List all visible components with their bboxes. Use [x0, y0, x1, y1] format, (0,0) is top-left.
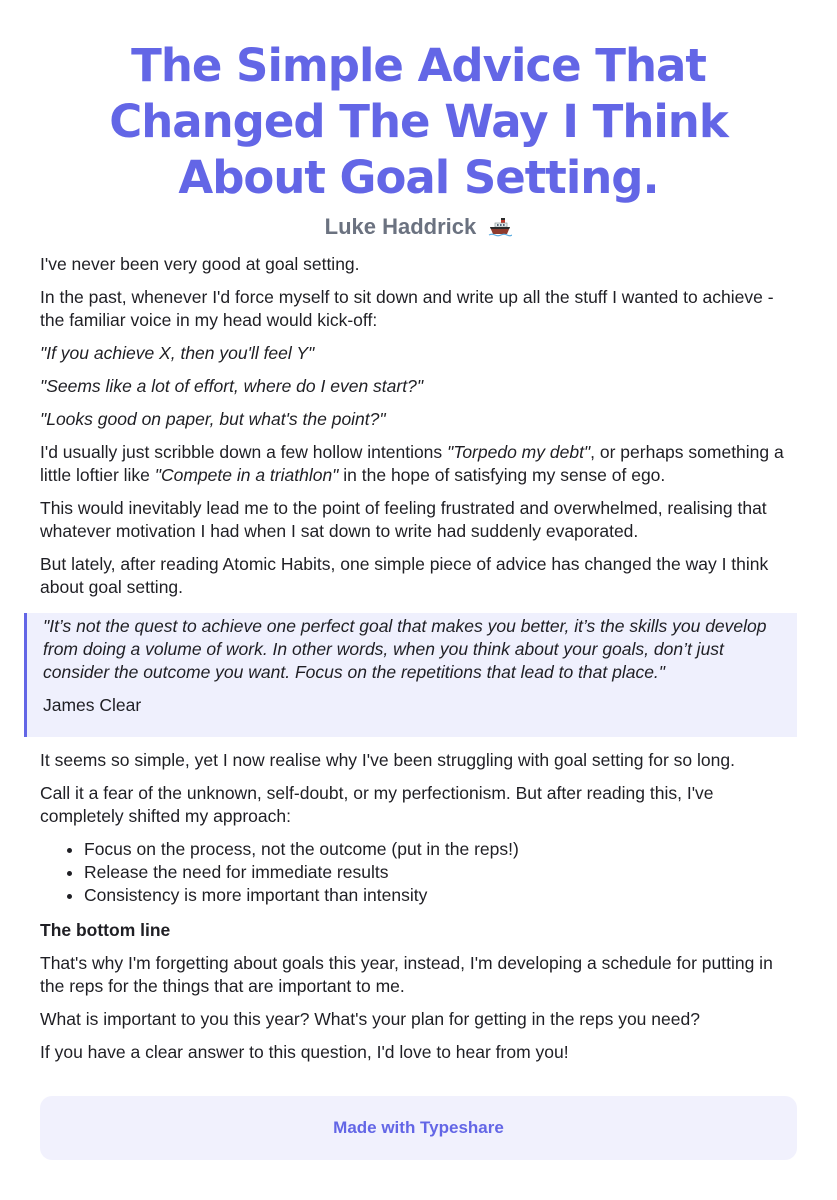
list-item: • Focus on the process, not the outcome (put in the reps!) [84, 838, 797, 861]
paragraph: What is important to you this year? What's your plan for getting in the reps you need? [40, 1009, 700, 1029]
text-span: in the hope of satisfying my sense of ego. [338, 465, 666, 485]
ship-icon [488, 216, 512, 246]
paragraph: That's why I'm forgetting about goals this year, instead, I'm developing a schedule for putting in the reps for the things that are important to me. [40, 953, 773, 996]
blockquote [24, 613, 797, 737]
paragraph: But lately, after reading Atomic Habits, one simple piece of advice has changed the way I think about goal setting. [40, 554, 769, 597]
inner-voice-quote: "If you achieve X, then you'll feel Y" [40, 343, 315, 363]
inner-voice-quote: "Looks good on paper, but what's the point?" [40, 409, 386, 429]
bullet-list [40, 838, 797, 907]
inner-voice-quote: "Seems like a lot of effort, where do I even start?" [40, 376, 424, 396]
section-heading: The bottom line [40, 920, 171, 940]
paragraph: It seems so simple, yet I now realise why I've been struggling with goal setting for so long. [40, 750, 735, 770]
italic-phrase: "Compete in a triathlon" [154, 465, 339, 485]
text-span: , or perhaps something a little loftier like [40, 442, 784, 485]
article-body [40, 253, 797, 1074]
blockquote-text: "It’s not the quest to achieve one perfect goal that makes you better, it’s the skills you develop from doing a volume of work. In other words, when you think about your goals, don’t just consider the outcome you want. Focus on the repetitions that lead to that place." [43, 616, 767, 682]
paragraph: If you have a clear answer to this question, I'd love to hear from you! [40, 1042, 569, 1062]
footer-label: Made with Typeshare [333, 1118, 504, 1137]
list-item: • Release the need for immediate results [84, 861, 797, 884]
paragraph: In the past, whenever I'd force myself to sit down and write up all the stuff I wanted to achieve - the familiar voice in my head would kick-off: [40, 287, 774, 330]
paragraph [40, 441, 797, 487]
paragraph: This would inevitably lead me to the point of feeling frustrated and overwhelmed, realising that whatever motivation I had when I sat down to write had suddenly evaporated. [40, 498, 767, 541]
article-title: The Simple Advice That Changed The Way I Think About Goal Setting. [109, 39, 728, 204]
paragraph: Call it a fear of the unknown, self-doubt, or my perfectionism. But after reading this, I've completely shifted my approach: [40, 783, 714, 826]
author-line [40, 212, 797, 246]
paragraph: I've never been very good at goal setting. [40, 254, 360, 274]
author-name: Luke Haddrick [324, 214, 477, 239]
made-with-typeshare-button[interactable] [40, 1096, 797, 1160]
italic-phrase: "Torpedo my debt" [447, 442, 591, 462]
text-span: I'd usually just scribble down a few hollow intentions [40, 442, 448, 462]
list-item: • Consistency is more important than intensity [84, 884, 797, 907]
blockquote-citation: James Clear [43, 695, 142, 715]
